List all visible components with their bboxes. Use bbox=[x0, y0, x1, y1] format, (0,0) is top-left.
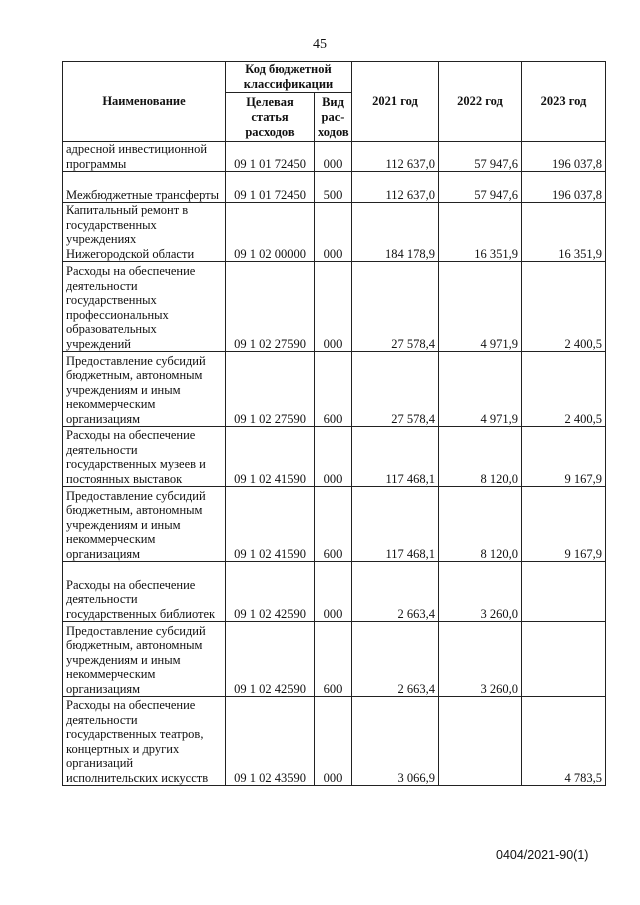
table-row bbox=[63, 352, 606, 427]
table-row bbox=[63, 487, 606, 562]
row-2021: 27 578,4 bbox=[352, 352, 439, 427]
row-kind: 000 bbox=[315, 562, 352, 622]
row-2022: 3 260,0 bbox=[439, 622, 522, 697]
row-2023: 9 167,9 bbox=[522, 427, 606, 487]
row-2023: 196 037,8 bbox=[522, 172, 606, 203]
table-row bbox=[63, 203, 606, 262]
row-name: Расходы на обеспечение деятельности государственных профессиональных образовательных учреждений bbox=[63, 262, 226, 352]
row-2022: 57 947,6 bbox=[439, 172, 522, 203]
row-code: 09 1 02 43590 bbox=[226, 697, 315, 786]
row-2022: 4 971,9 bbox=[439, 352, 522, 427]
row-2022: 8 120,0 bbox=[439, 487, 522, 562]
row-2021: 3 066,9 bbox=[352, 697, 439, 786]
row-2023 bbox=[522, 622, 606, 697]
row-2021: 112 637,0 bbox=[352, 142, 439, 172]
row-2022: 3 260,0 bbox=[439, 562, 522, 622]
row-kind: 000 bbox=[315, 697, 352, 786]
row-code: 09 1 02 42590 bbox=[226, 622, 315, 697]
row-2023: 2 400,5 bbox=[522, 262, 606, 352]
document-id: 0404/2021-90(1) bbox=[496, 848, 589, 862]
row-2023: 2 400,5 bbox=[522, 352, 606, 427]
table-row bbox=[63, 172, 606, 203]
table-row bbox=[63, 427, 606, 487]
row-2021: 27 578,4 bbox=[352, 262, 439, 352]
header-name: Наименование bbox=[63, 62, 226, 142]
row-kind: 500 bbox=[315, 172, 352, 203]
row-2021: 184 178,9 bbox=[352, 203, 439, 262]
row-2022: 8 120,0 bbox=[439, 427, 522, 487]
row-code: 09 1 02 41590 bbox=[226, 487, 315, 562]
row-2021: 117 468,1 bbox=[352, 487, 439, 562]
row-code: 09 1 01 72450 bbox=[226, 172, 315, 203]
row-2023 bbox=[522, 562, 606, 622]
table-row bbox=[63, 142, 606, 172]
row-code: 09 1 02 41590 bbox=[226, 427, 315, 487]
budget-table bbox=[62, 61, 606, 786]
table-row bbox=[63, 562, 606, 622]
table-row bbox=[63, 697, 606, 786]
row-name: Предоставление субсидий бюджетным, автономным учреждениям и иным некоммерческим организациям bbox=[63, 622, 226, 697]
row-kind: 000 bbox=[315, 203, 352, 262]
header-target-article: Целевая статья расходов bbox=[226, 93, 315, 142]
row-kind: 000 bbox=[315, 142, 352, 172]
page-number: 45 bbox=[313, 37, 327, 52]
header-expense-kind: Вид рас-ходов bbox=[315, 93, 352, 142]
row-2021: 117 468,1 bbox=[352, 427, 439, 487]
header-budget-code: Код бюджетной классификации bbox=[226, 62, 352, 93]
row-2023: 9 167,9 bbox=[522, 487, 606, 562]
row-name: Предоставление субсидий бюджетным, автономным учреждениям и иным некоммерческим организациям bbox=[63, 352, 226, 427]
row-name: Предоставление субсидий бюджетным, автономным учреждениям и иным некоммерческим организациям bbox=[63, 487, 226, 562]
row-code: 09 1 02 27590 bbox=[226, 262, 315, 352]
row-2021: 112 637,0 bbox=[352, 172, 439, 203]
row-2023: 196 037,8 bbox=[522, 142, 606, 172]
row-name: Капитальный ремонт в государственных учреждениях Нижегородской области bbox=[63, 203, 226, 262]
table-row bbox=[63, 262, 606, 352]
header-2023: 2023 год bbox=[522, 62, 606, 142]
row-name: адресной инвестиционной программы bbox=[63, 142, 226, 172]
row-kind: 000 bbox=[315, 262, 352, 352]
row-2022: 16 351,9 bbox=[439, 203, 522, 262]
row-2021: 2 663,4 bbox=[352, 622, 439, 697]
header-2022: 2022 год bbox=[439, 62, 522, 142]
row-name: Расходы на обеспечение деятельности государственных музеев и постоянных выставок bbox=[63, 427, 226, 487]
row-kind: 000 bbox=[315, 427, 352, 487]
row-kind: 600 bbox=[315, 487, 352, 562]
row-2023: 16 351,9 bbox=[522, 203, 606, 262]
header-2021: 2021 год bbox=[352, 62, 439, 142]
row-name: Межбюджетные трансферты bbox=[63, 172, 226, 203]
row-kind: 600 bbox=[315, 622, 352, 697]
row-code: 09 1 01 72450 bbox=[226, 142, 315, 172]
row-code: 09 1 02 00000 bbox=[226, 203, 315, 262]
row-2023: 4 783,5 bbox=[522, 697, 606, 786]
row-code: 09 1 02 42590 bbox=[226, 562, 315, 622]
row-code: 09 1 02 27590 bbox=[226, 352, 315, 427]
row-kind: 600 bbox=[315, 352, 352, 427]
table-row bbox=[63, 622, 606, 697]
table-body bbox=[63, 142, 606, 786]
row-name: Расходы на обеспечение деятельности государственных библиотек bbox=[63, 562, 226, 622]
row-2022 bbox=[439, 697, 522, 786]
row-2022: 57 947,6 bbox=[439, 142, 522, 172]
row-name: Расходы на обеспечение деятельности государственных театров, концертных и других организаций исполнительских искусств bbox=[63, 697, 226, 786]
row-2021: 2 663,4 bbox=[352, 562, 439, 622]
row-2022: 4 971,9 bbox=[439, 262, 522, 352]
